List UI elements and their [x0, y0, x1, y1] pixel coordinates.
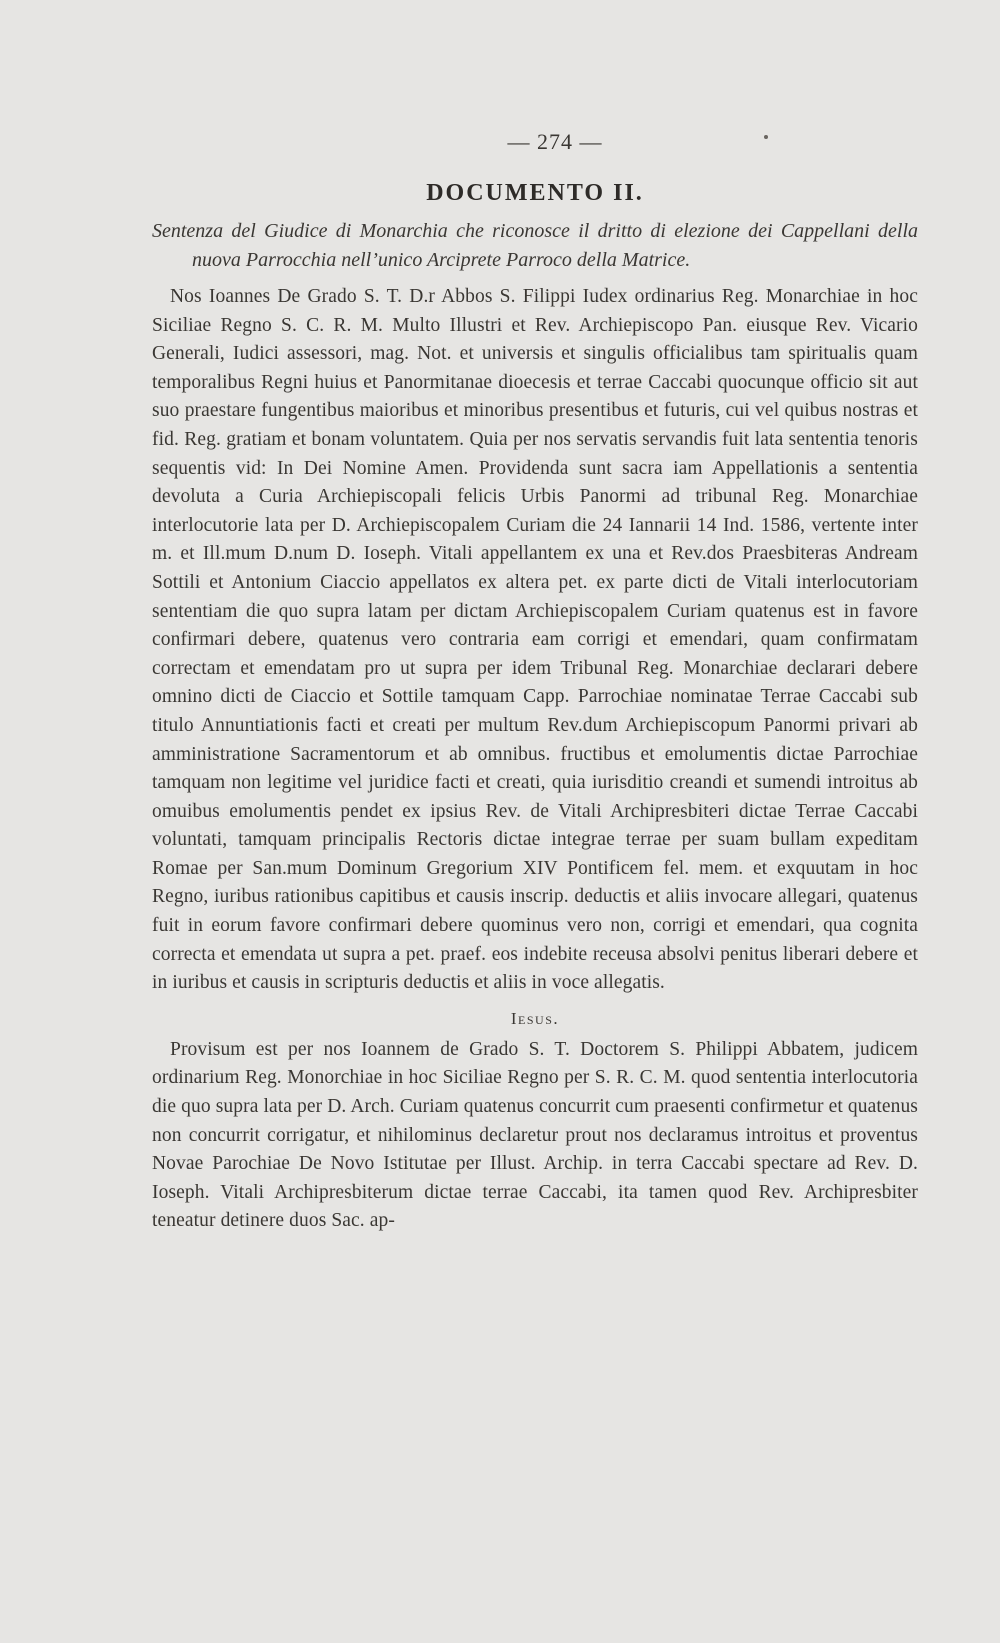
page-number: — 274 —	[507, 129, 603, 154]
document-title: DOCUMENTO II.	[426, 180, 644, 206]
document-subtitle: Sentenza del Giudice di Monarchia che riconosce il dritto di elezione dei Cappellani della nuova Parrocchia nell’unico Arciprete Parroco della Matrice.	[152, 220, 918, 271]
body-paragraph-2: Provisum est per nos Ioannem de Grado S. T. Doctorem S. Philippi Abbatem, judicem ordinarium Reg. Monorchiae in hoc Siciliae Regno per S. R. C. M. quod sententia interlocutoria die quo supra lata per D. Arch. Curiam quatenus concurrit cum praesenti confirmetur et quatenus non concurrit corrigatur, et nihilominus declaretur prout nos declaramus introitus et proventus Novae Parochiae De Novo Istitutae per Illust. Archip. in terra Caccabi spectare ad Rev. D. Ioseph. Vitali Archipresbiterum dictae terrae Caccabi, ita tamen quod Rev. Archipresbiter teneatur detinere duos Sac. ap-	[152, 1038, 918, 1232]
page-text-block	[152, 125, 918, 1236]
body-paragraph-1: Nos Ioannes De Grado S. T. D.r Abbos S. Filippi Iudex ordinarius Reg. Monarchiae in hoc Siciliae Regno S. C. R. M. Multo Illustri et Rev. Archiepiscopo Pan. eiusque Rev. Vicario Generali, Iudici assessori, mag. Not. et universis et singulis officialibus tam spiritualis quam temporalibus Regni huius et Panormitanae dioecesis et terrae Caccabi quocunque officio sit aut suo praestare fungentibus maioribus et minoribus presentibus et futuris, cui vel quibus nostras et fid. Reg. gratiam et bonam voluntatem. Quia per nos servatis servandis fuit lata sententia tenoris sequentis vid: In Dei Nomine Amen. Providenda sunt sacra iam Appellationis a sententia devoluta a Curia Archiepiscopali felicis Urbis Panormi ad tribunal Reg. Monarchiae interlocutorie lata per D. Archiepiscopalem Curiam die 24 Iannarii 14 Ind. 1586, vertente inter m. et Ill.mum D.num D. Ioseph. Vitali appellantem ex una et Rev.dos Praesbiteras Andream Sottili et Antonium Ciaccio appellatos ex altera pet. ex parte dicti de Vitali interlocutoriam sententiam die quo supra latam per dictam Archiepiscopalem Curiam quatenus est in favore confirmari debere, quatenus vero contraria eam corrigi et emendari, quam confirmatam correctam et emendatam pro ut supra per idem Tribunal Reg. Monarchiae declarari debere omnino dicti de Ciaccio et Sottile tamquam Capp. Parrochiae nominatae Terrae Caccabi sub titulo Annuntiationis facti et creati per multum Rev.dum Archiepiscopum Panormi privari ab amministratione Sacramentorum et ab omnibus. fructibus et emolumentis dictae Parrochiae tamquam non legitime vel juridice facti et creati, quia iurisditio creandi et sumendi introitus ab omuibus emolumentis pendet ex ipsius Rev. de Vitali Archipresbiteri dictae Terrae Caccabi voluntati, tamquam principalis Rectoris dictae integrae terrae per suam bullam expeditam Romae per San.mum Dominum Gregorium XIV Pontificem fel. mem. et exquutam in hoc Regno, iuribus rationibus capitibus et causis inscrip. deductis et aliis invocare allegari, quatenus fuit in eorum favore confirmari debere quominus vero non, corrigi et emendari, qua cognita correcta et emendata ut supra a pet. praef. eos indebite receusa absolvi penitus liberari debere et in iuribus et causis in scripturis deductis et aliis in voce allegatis.	[152, 286, 918, 994]
section-heading: Iesus.	[510, 1008, 560, 1028]
